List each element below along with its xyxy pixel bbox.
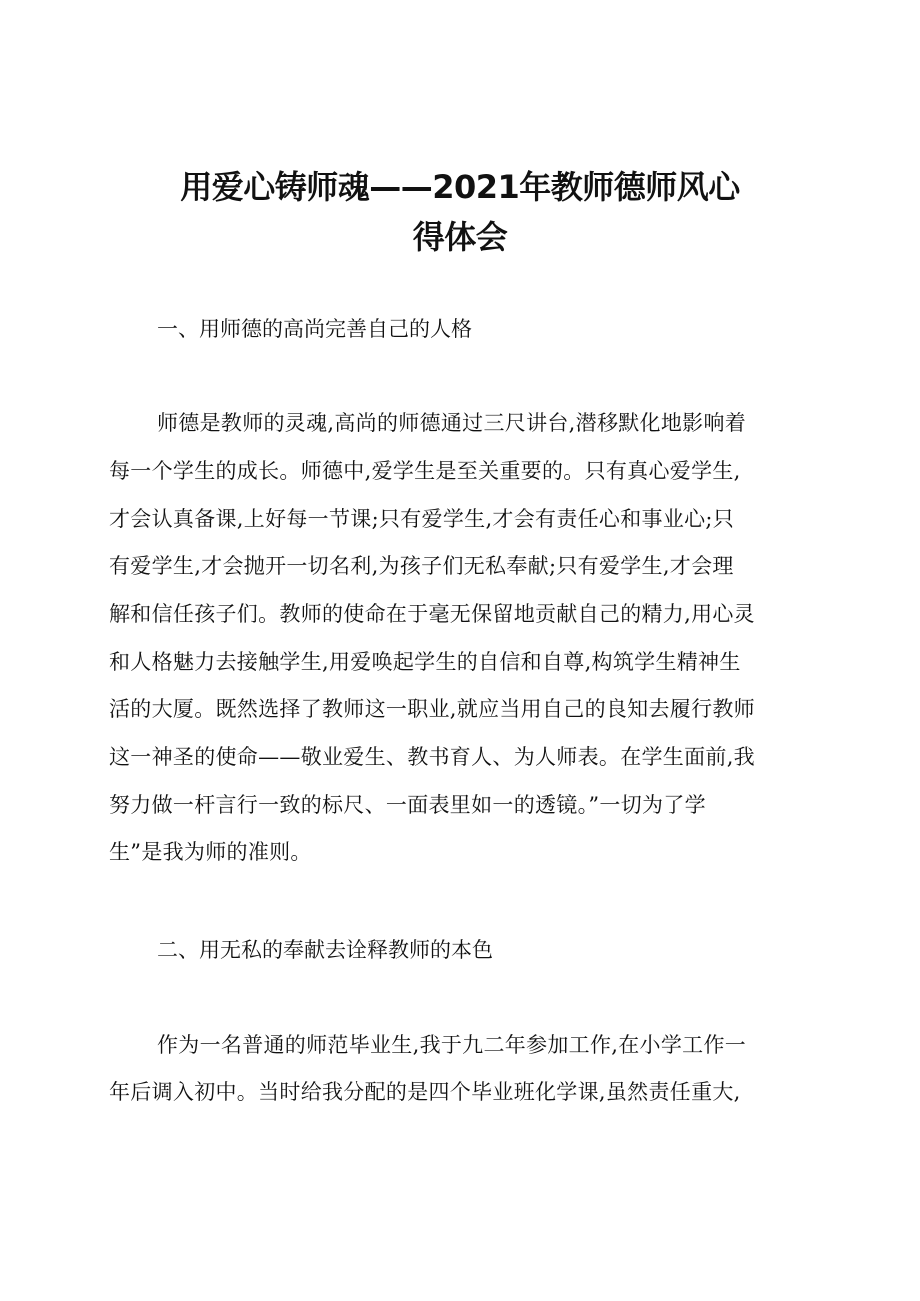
document-title (100, 162, 820, 262)
title-line-2: 得体会 (412, 218, 508, 256)
paragraph-line: 生”是我为师的准则。 (109, 840, 312, 864)
paragraph-line: 才会认真备课,上好每一节课;只有爱学生,才会有责任心和事业心;只 (109, 507, 735, 531)
paragraph-line: 有爱学生,才会抛开一切名利,为孩子们无私奉献;只有爱学生,才会理 (109, 554, 734, 578)
paragraph-line: 和人格魅力去接触学生,用爱唤起学生的自信和自尊,构筑学生精神生 (109, 650, 741, 674)
paragraph-line: 师德是教师的灵魂,高尚的师德通过三尺讲台,潜移默化地影响着 (157, 411, 747, 435)
paragraph-line: 作为一名普通的师范毕业生,我于九二年参加工作,在小学工作一 (157, 1033, 747, 1057)
section-1-heading: 一、用师德的高尚完善自己的人格 (157, 317, 472, 341)
paragraph-line: 这一神圣的使命——敬业爱生、教书育人、为人师表。在学生面前,我 (109, 745, 755, 769)
title-line-1: 用爱心铸师魂——2021年教师德师风心 (180, 168, 740, 206)
paragraph-line: 每一个学生的成长。师德中,爱学生是至关重要的。只有真心爱学生, (109, 459, 741, 483)
paragraph-line: 努力做一杆言行一致的标尺、一面表里如一的透镜。”一切为了学 (109, 793, 706, 817)
paragraph-line: 解和信任孩子们。教师的使命在于毫无保留地贡献自己的精力,用心灵 (109, 602, 755, 626)
paragraph-line: 年后调入初中。当时给我分配的是四个毕业班化学课,虽然责任重大, (109, 1080, 741, 1104)
paragraph-line: 活的大厦。既然选择了教师这一职业,就应当用自己的良知去履行教师 (109, 697, 755, 721)
section-2-heading: 二、用无私的奉献去诠释教师的本色 (157, 938, 493, 962)
